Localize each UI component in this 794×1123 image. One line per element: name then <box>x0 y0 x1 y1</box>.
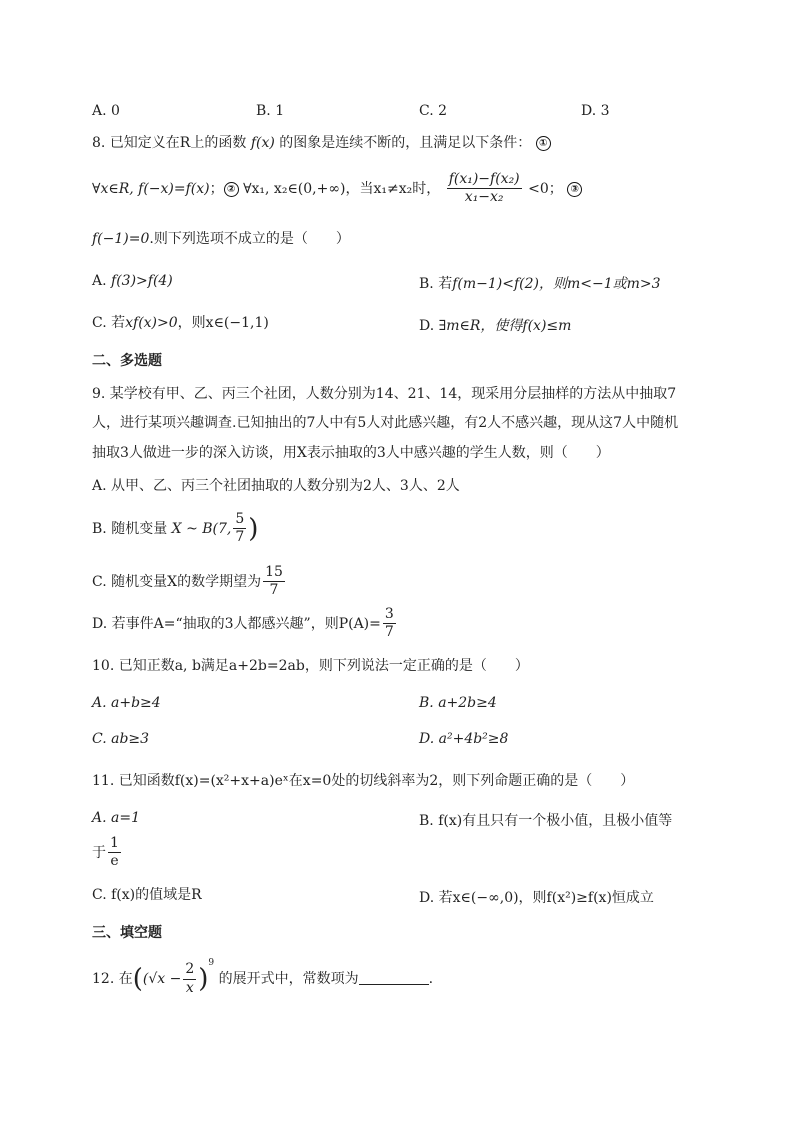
q12-expr-fraction: $\frac{2}{x}$ <box>185 961 195 996</box>
q11-option-c: C. f(x)的值域是R <box>92 887 202 903</box>
q8-intro2: 的图象是连续不断的，且满足以下条件： <box>279 135 532 151</box>
q8-frac-den: x₁−x₂ <box>464 189 504 206</box>
q9-option-d-fraction: $\frac{3}{7}$ <box>384 606 394 641</box>
q8-option-d-math: ∃m∈R，使得f(x)≤m <box>438 318 572 334</box>
q11-option-b-fraction: $\frac{1}{e}$ <box>110 835 119 870</box>
answer-blank[interactable] <box>359 970 429 985</box>
section-3-heading: 三、填空题 <box>92 925 162 941</box>
q11-option-d: D. 若x∈(−∞,0)，则f(x²)≥f(x)恒成立 <box>419 890 654 906</box>
q8-cond3: f(−1)=0 <box>92 231 150 247</box>
q7-option-d: D. 3 <box>581 103 610 119</box>
section-2-heading: 二、多选题 <box>92 353 162 369</box>
q8-cond2-fraction <box>447 172 522 206</box>
q7-option-a: A. 0 <box>92 103 120 119</box>
q9-option-b: B. 随机变量 X ~ B(7, $\frac{5}{7}$ ) <box>92 511 259 546</box>
q10-option-d: D. a²+4b²≥8 <box>419 731 509 747</box>
q9-option-b-math: X ~ B(7, <box>171 520 232 537</box>
q12-number: 12. 在 <box>92 971 133 987</box>
q9-option-c: C. 随机变量X的数学期望为 $\frac{15}{7}$ <box>92 564 283 599</box>
q10-option-a: A. a+b≥4 <box>92 695 161 711</box>
q8-frac-num: f(x₁)−f(x₂) <box>447 172 522 189</box>
q8-stem-line3 <box>92 231 350 248</box>
q11-option-b: B. f(x)有且只有一个极小值，且极小值等 <box>419 813 673 829</box>
q11-option-a: A. a=1 <box>92 810 140 826</box>
q8-option-d: D. ∃m∈R，使得f(x)≤m <box>419 318 572 334</box>
q8-option-c-tail: ，则x∈(−1,1) <box>177 315 269 331</box>
q8-circle-3: ③ <box>567 182 582 197</box>
q8-number: 8. <box>92 135 106 151</box>
q10-stem: 10. 已知正数a, b满足a+2b=2ab，则下列说法一定正确的是（ ） <box>92 658 529 674</box>
q9-option-a: A. 从甲、乙、丙三个社团抽取的人数分别为2人、3人、2人 <box>92 478 460 494</box>
q8-option-b: B. 若f(m−1)<f(2)，则m<−1或m>3 <box>419 276 661 292</box>
q8-intro: 已知定义在R上的函数 <box>109 135 247 151</box>
q8-circle-2: ② <box>224 182 239 197</box>
q8-option-c-math: xf(x)>0 <box>125 315 178 331</box>
q7-option-b: B. 1 <box>256 103 285 119</box>
q9-option-b-fraction: $\frac{5}{7}$ <box>235 511 245 546</box>
q8-stem-line2: ∀x∈R, f(−x)=f(x)； ② ∀x₁, x₂∈(0,+∞)，当x₁≠x₂时， $\frac{\text{f(x₁)−f(x₂)}}{\text{x₁−x₂}}$ <0； ③ <box>92 172 582 206</box>
q7-option-c: C. 2 <box>419 103 448 119</box>
q10-option-c: C. ab≥3 <box>92 731 150 747</box>
q8-option-c: C. 若xf(x)>0，则x∈(−1,1) <box>92 315 269 331</box>
q12-power: 9 <box>208 958 215 968</box>
q8-cond2-tail: <0； <box>528 180 563 197</box>
q8-option-b-tail: ，则m<−1或m>3 <box>538 276 661 292</box>
q12-expr-open: (√x − <box>142 971 182 987</box>
q10-option-b: B. a+2b≥4 <box>419 695 497 711</box>
q9-option-c-fraction: $\frac{15}{7}$ <box>265 564 283 599</box>
q11-stem: 11. 已知函数f(x)=(x²+x+a)eˣ在x=0处的切线斜率为2，则下列命题正确的是（ ） <box>92 773 635 789</box>
q8-cond1: ∀x∈R, f(−x)=f(x) <box>92 180 210 197</box>
q12-expr-close: ) <box>198 964 209 994</box>
q12-stem: 12. 在((√x − $\frac{2}{x}$ )$^9$ 的展开式中，常数项为 . <box>92 958 434 996</box>
q8-option-b-math: f(m−1)<f(2) <box>452 276 539 292</box>
q11-option-b-cont: 于 $\frac{1}{e}$ <box>92 835 119 870</box>
q9-stem-line1: 9. 某学校有甲、乙、丙三个社团，人数分别为14、21、14，现采用分层抽样的方法从中抽取7 <box>92 386 677 402</box>
q9-option-d: D. 若事件A=“抽取的3人都感兴趣”，则P(A)= $\frac{3}{7}$ <box>92 606 394 641</box>
q9-stem-line3: 抽取3人做进一步的深入访谈，用X表示抽取的3人中感兴趣的学生人数，则（ ） <box>92 445 610 461</box>
q8-cond2: ∀x₁, x₂∈(0,+∞)，当x₁≠x₂时， <box>243 180 441 197</box>
q8-option-a-math: f(3)>f(4) <box>111 273 173 289</box>
q8-stem-line1: 8. 已知定义在R上的函数 f(x) 的图象是连续不断的，且满足以下条件： ① <box>92 135 551 152</box>
q12-tail: 的展开式中，常数项为 <box>218 971 359 987</box>
q8-circle-1: ① <box>536 136 551 151</box>
q8-option-a: A. f(3)>f(4) <box>92 273 173 289</box>
q9-stem-line2: 人，进行某项兴趣调查.已知抽出的7人中有5人对此感兴趣，有2人不感兴趣，现从这7人中随机 <box>92 415 679 431</box>
q8-question: .则下列选项不成立的是（ ） <box>149 231 350 247</box>
